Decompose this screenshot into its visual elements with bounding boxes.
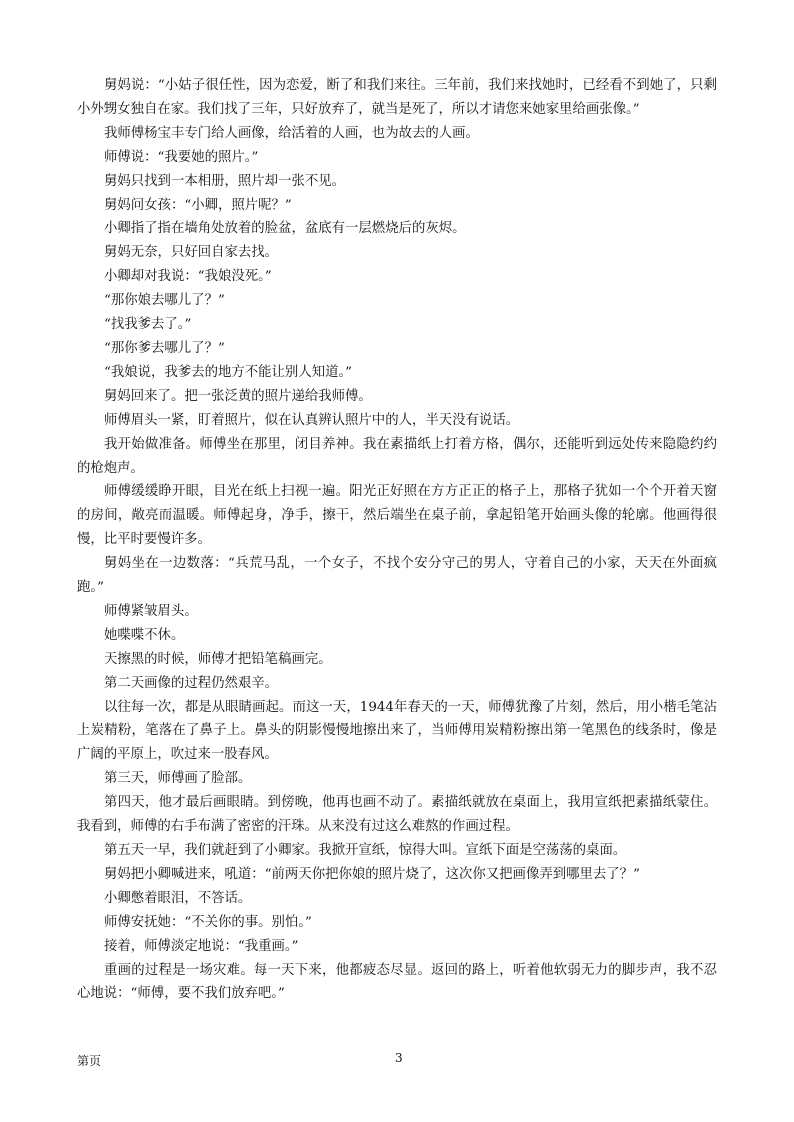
paragraph: “找我爹去了。” xyxy=(104,317,192,333)
paragraph: 舅妈无奈，只好回自家去找。 xyxy=(104,245,279,261)
paragraph: 以往每一次，都是从眼睛画起。而这一天，1944年春天的一天，师傅犹豫了片刻，然后，用小楷毛笔沾上炭精粉，笔落在了鼻子上。鼻头的阴影慢慢地擦出来了，当师傅用炭精粉擦出第一笔黑色的线条时，像是广阔的平原上，吹过来一股春风。 xyxy=(77,699,717,763)
paragraph: 师傅紧皱眉头。 xyxy=(104,603,198,619)
paragraph: 第五天一早，我们就赶到了小卿家。我掀开宣纸，惊得大叫。宣纸下面是空荡荡的桌面。 xyxy=(104,843,627,858)
paragraph: 舅妈问女孩：“小卿，照片呢？” xyxy=(104,197,292,213)
paragraph: 师傅安抚她：“不关你的事。别怕。” xyxy=(104,914,312,930)
paragraph: 舅妈说：“小姑子很任性，因为恋爱，断了和我们来往。三年前，我们来找她时，已经看不到她了，只剩小外甥女独自在家。我们找了三年，只好放弃了，就当是死了，所以才请您来她家里给画张像。” xyxy=(77,78,717,117)
paragraph: 舅妈坐在一边数落：“兵荒马乱，一个女子，不找个安分守己的男人，守着自己的小家，天天在外面疯跑。” xyxy=(77,556,717,596)
paragraph: 师傅眉头一紧，盯着照片，似在认真辨认照片中的人，半天没有说话。 xyxy=(104,412,520,428)
paragraph: “那你娘去哪儿了？” xyxy=(104,293,225,309)
paragraph: 小卿指了指在墙角处放着的脸盆，盆底有一层燃烧后的灰烬。 xyxy=(104,221,466,237)
story-text xyxy=(77,74,717,1006)
paragraph: 师傅缓缓睁开眼，目光在纸上扫视一遍。阳光正好照在方方正正的格子上，那格子犹如一个个开着天窗的房间，敞亮而温暖。师傅起身，净手，擦干，然后端坐在桌子前，拿起铅笔开始画头像的轮廓。他画得很慢，比平时要慢许多。 xyxy=(77,484,717,548)
paragraph: 重画的过程是一场灾难。每一天下来，他都疲态尽显。返回的路上，听着他软弱无力的脚步声，我不忍心地说：“师傅，要不我们放弃吧。” xyxy=(77,962,717,1002)
paragraph: 师傅说：“我要她的照片。” xyxy=(104,149,259,165)
paragraph: 接着，师傅淡定地说：“我重画。” xyxy=(104,938,299,954)
paragraph: 舅妈把小卿喊进来，吼道：“前两天你把你娘的照片烧了，这次你又把画像弄到哪里去了？” xyxy=(104,866,640,882)
page-footer-label: 第页 xyxy=(77,1054,102,1068)
paragraph: 第三天，师傅画了脸部。 xyxy=(104,771,252,787)
paragraph: 第二天画像的过程仍然艰辛。 xyxy=(104,675,279,691)
paragraph: 舅妈只找到一本相册，照片却一张不见。 xyxy=(104,173,346,189)
page-number: 3 xyxy=(395,1051,403,1065)
paragraph: “我娘说，我爹去的地方不能让别人知道。” xyxy=(104,364,353,380)
paragraph: 我师傅杨宝丰专门给人画像，给活着的人画，也为故去的人画。 xyxy=(104,125,479,141)
paragraph: 小卿却对我说：“我娘没死。” xyxy=(104,269,272,285)
paragraph: 舅妈回来了。把一张泛黄的照片递给我师傅。 xyxy=(104,388,372,404)
paragraph: 第四天，他才最后画眼睛。到傍晚，他再也画不动了。素描纸就放在桌面上，我用宣纸把素描纸蒙住。我看到，师傅的右手布满了密密的汗珠。从来没有过这么难熬的作画过程。 xyxy=(77,795,717,835)
paragraph: 小卿憋着眼泪，不答话。 xyxy=(104,890,252,906)
paragraph: 她喋喋不休。 xyxy=(104,627,185,643)
paragraph: 天擦黑的时候，师傅才把铅笔稿画完。 xyxy=(104,651,332,667)
paragraph: 我开始做准备。师傅坐在那里，闭目养神。我在素描纸上打着方格，偶尔，还能听到远处传来隐隐约约的枪炮声。 xyxy=(77,436,717,476)
paragraph: “那你爹去哪儿了？” xyxy=(104,340,225,356)
